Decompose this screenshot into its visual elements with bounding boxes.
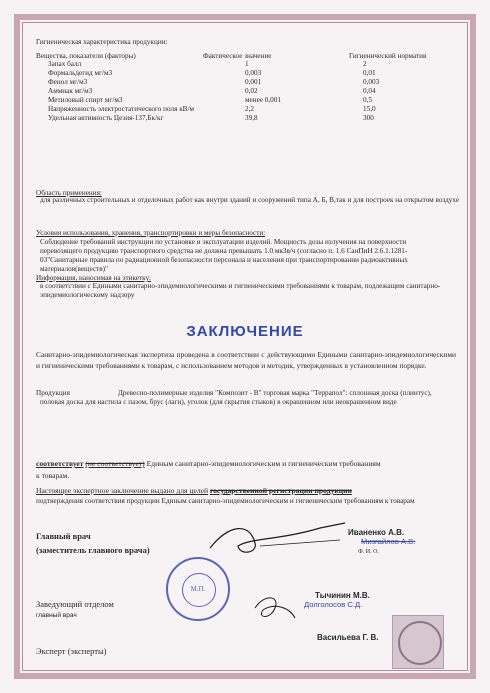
table-header-norm: Гигиенический норматив <box>349 52 427 60</box>
conclusion-title: ЗАКЛЮЧЕНИЕ <box>186 323 304 340</box>
dept-head-overlay: главный врач <box>36 612 77 619</box>
expert-label: Эксперт (эксперты) <box>36 646 107 656</box>
chief-label: Главный врач <box>36 531 91 541</box>
conformity-strike: (не соответствует) <box>85 459 145 468</box>
table-cell-actual: 0,003 <box>245 69 262 77</box>
chief-signature <box>200 518 350 558</box>
application-label: Область применения: <box>36 189 102 197</box>
table-cell-norm: 15,0 <box>363 105 376 113</box>
conditions-line: Соблюдение требований инструкции по установке и эксплуатации изделий. Мощность дозы излучения на поверхности <box>40 238 407 246</box>
hologram-seal <box>392 615 444 669</box>
table-cell-substance: Аммиак мг/м3 <box>48 87 93 95</box>
conditions-line: материалов(веществ)" <box>40 265 108 273</box>
conformity-line2: к товарам. <box>36 471 70 480</box>
product-label: Продукция <box>36 389 70 397</box>
conditions-line: перевозящего продукцию транспортного средства не должна превышать 1.0 мкЗв/ч (согласно п. 1.6 СанПиН 2.6.1.1281- <box>40 247 408 255</box>
table-cell-substance: Фенол мг/м3 <box>48 78 88 86</box>
issued-purpose: государственной регистрации продукции <box>210 486 352 495</box>
table-header-actual: Фактическое значение <box>203 52 272 60</box>
chief-name-2: Мизгайлов А.В. <box>361 537 416 546</box>
issued-text: Настоящее экспертное заключение выдано для целей <box>36 486 209 495</box>
table-cell-actual: 0,001 <box>245 78 262 86</box>
table-header-substance: Вещества, показатели (факторы) <box>36 52 136 60</box>
chief-name-1: Иваненко А.В. <box>348 528 405 537</box>
table-cell-norm: 0,003 <box>363 78 380 86</box>
product-line: Древесно-полимерные изделия "Композит - В" торговая марка "Террапол": сплошная доска (плинтус), <box>118 389 432 397</box>
dept-signature <box>245 588 305 628</box>
table-cell-substance: Удельная активность Цезия-137,Бк/кг <box>48 114 164 122</box>
table-cell-norm: 0,01 <box>363 69 376 77</box>
fio-label: Ф. И. О. <box>358 549 379 555</box>
table-cell-actual: 0,02 <box>245 87 258 95</box>
expert-name: Васильева Г. В. <box>317 633 379 642</box>
issued-line2: подтверждения соответствия продукции Единым санитарно-эпидемиологическим и гигиеническим требованиям к товарам <box>36 497 415 505</box>
issued-line <box>36 486 352 495</box>
table-cell-norm: 2 <box>363 60 367 68</box>
table-cell-actual: 1 <box>245 60 249 68</box>
conclusion-text: Санитарно-эпидемиологическая экспертиза проведена в соответствии с действующими Едиными санитарно-эпидемиологическими и гигиеническими требованиями к товарам, с использованием методов и методик, утвержденных в установленном порядке. <box>36 350 456 371</box>
table-cell-norm: 0,04 <box>363 87 376 95</box>
dept-name-1: Тычинин М.В. <box>315 591 370 600</box>
dept-name-2: Долголосов С.Д. <box>304 600 363 609</box>
stamp-inner-ring <box>182 573 216 607</box>
labeling-line: эпидемиологическому надзору <box>40 291 135 299</box>
stamp-mp: М.П. <box>190 585 206 593</box>
conditions-label: Условия использования, хранения, транспортировки и меры безопасности: <box>36 229 266 237</box>
labeling-line: в соответствии с Едиными санитарно-эпидемиологическими и гигиеническими требованиями к товарам, подлежащим санитарно- <box>40 282 441 290</box>
table-cell-substance: Метиловый спирт мг/м3 <box>48 96 123 104</box>
section-title: Гигиеническая характеристика продукции: <box>36 38 168 46</box>
table-cell-actual: менее 0,001 <box>245 96 281 104</box>
table-cell-substance: Формальдегид мг/м3 <box>48 69 113 77</box>
application-text: для различных строительных и отделочных работ как внутри зданий и сооружений типа А, Б, В,так и для построек на открытом воздухе <box>40 196 460 204</box>
conformity-prefix: соответствует <box>36 459 84 468</box>
table-cell-substance: Запах балл <box>48 60 82 68</box>
table-cell-actual: 2,2 <box>245 105 254 113</box>
product-line: половая доска для настила с пазом, брус (лаги), уголок (для скрытия стыков) в окрашенном или неокрашенном виде <box>40 398 397 406</box>
conformity-line <box>36 459 381 468</box>
conditions-line: 03"Санитарные правила по радиационной безопасности персонала и населения при транспортировании радиоактивных <box>40 256 408 264</box>
dept-head-label: Заведующий отделом <box>36 599 114 609</box>
conformity-rest: Единым санитарно-эпидемиологическим и гигиеническим требованиям <box>146 459 381 468</box>
table-cell-actual: 39,8 <box>245 114 258 122</box>
table-cell-substance: Напряженность электростатического поля кВ/м <box>48 105 195 113</box>
table-cell-norm: 300 <box>363 114 374 122</box>
round-stamp <box>166 557 230 621</box>
labeling-label: Информация, наносимая на этикетку: <box>36 274 151 282</box>
table-cell-norm: 0,5 <box>363 96 372 104</box>
deputy-label: (заместитель главного врача) <box>36 545 150 555</box>
seal-emblem-icon <box>398 621 442 665</box>
